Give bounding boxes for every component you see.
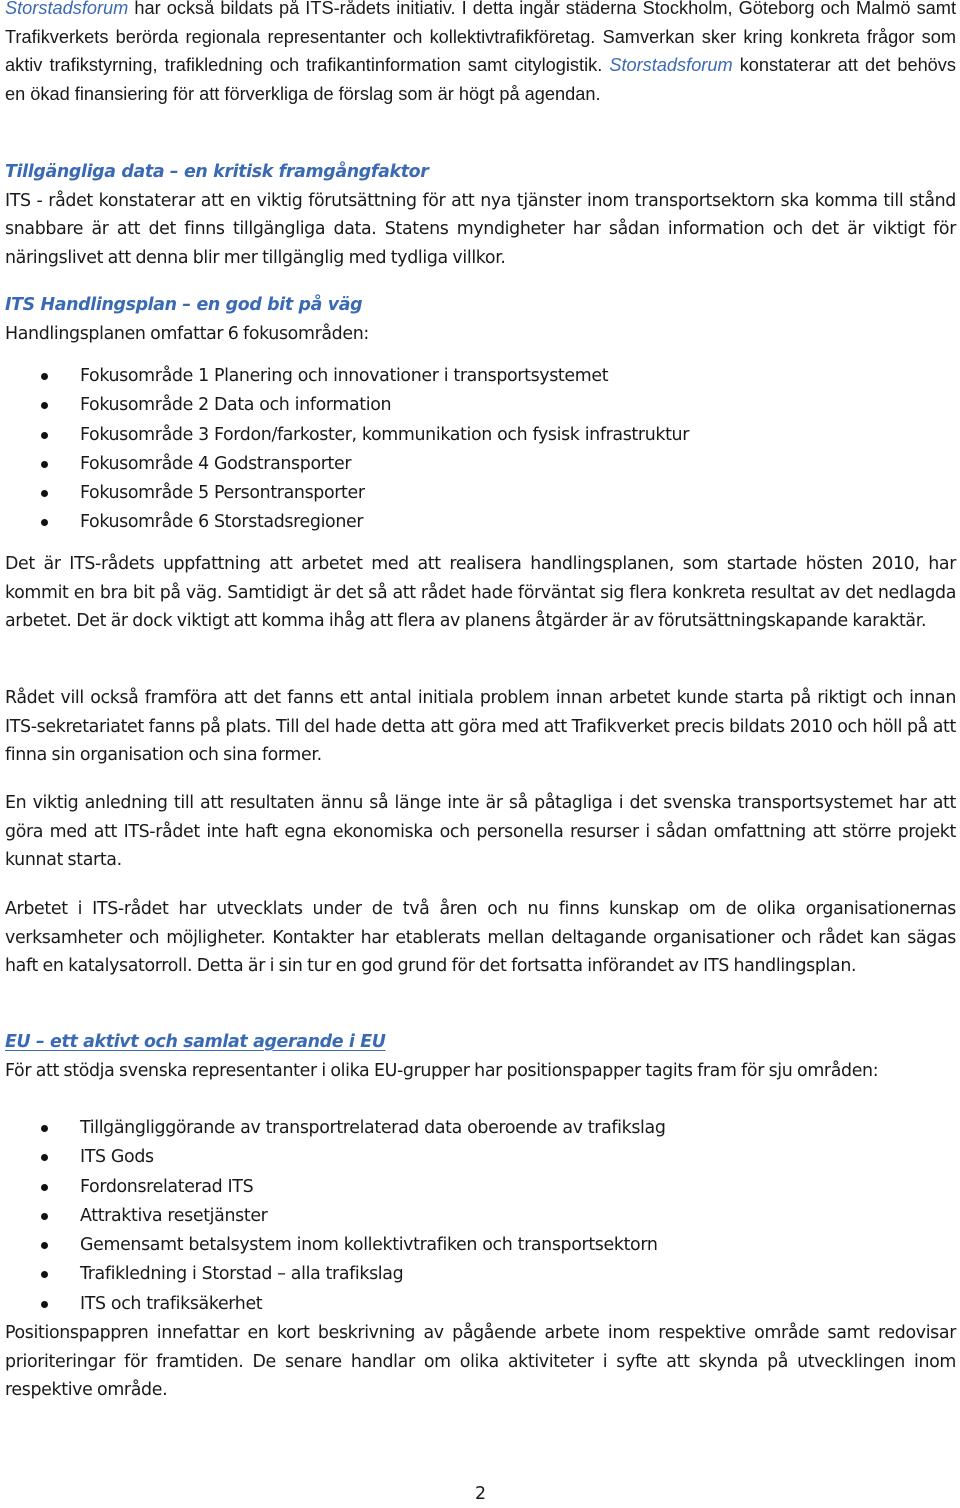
- storstadsforum-term: Storstadsforum: [5, 0, 129, 18]
- eu-topic-list: [5, 1114, 956, 1319]
- bullet-icon: [41, 461, 48, 468]
- focus-area-list: [5, 362, 956, 538]
- plan-paragraph-3: En viktig anledning till att resultaten ännu så länge inte är så påtagliga i det svenska transportsystemet har att göra med att ITS-rådet inte haft egna ekonomiska och personella resurser i sådan omfattning att större projekt kunnat starta.: [5, 793, 956, 870]
- page-number: 2: [474, 1484, 487, 1504]
- list-item: Fordonsrelaterad ITS: [5, 1173, 956, 1202]
- list-item: Fokusområde 2 Data och information: [5, 391, 956, 420]
- plan-paragraph-2: Rådet vill också framföra att det fanns ett antal initiala problem innan arbetet kunde starta på riktigt och innan ITS-sekretariatet fanns på plats. Till del hade detta att göra med att Trafikverket precis bildats 2010 och höll på att finna sin organisation och sina former.: [5, 688, 956, 765]
- list-item: ITS Gods: [5, 1143, 956, 1172]
- storstadsforum-term-2: Storstadsforum: [609, 55, 733, 76]
- list-item: Fokusområde 5 Persontransporter: [5, 479, 956, 508]
- bullet-icon: [41, 1301, 48, 1308]
- section-data: [5, 158, 956, 272]
- section-plan-heading: ITS Handlingsplan – en god bit på väg: [5, 295, 363, 315]
- section-data-text: ITS - rådet konstaterar att en viktig förutsättning för att nya tjänster inom transportsektorn ska komma till stånd snabbare är att det finns tillgängliga data. Statens myndigheter har sådan information och det är viktigt för näringslivet att denna blir mer tillgänglig med tydliga villkor.: [5, 190, 956, 268]
- bullet-icon: [41, 1125, 48, 1132]
- bullet-icon: [41, 373, 48, 380]
- bullet-icon: [41, 432, 48, 439]
- section-eu-heading: EU – ett aktivt och samlat agerande i EU: [5, 1032, 386, 1052]
- document-page: [5, 0, 956, 1508]
- list-item: Fokusområde 1 Planering och innovationer i transportsystemet: [5, 362, 956, 391]
- bullet-icon: [41, 1154, 48, 1161]
- plan-paragraph-4: Arbetet i ITS-rådet har utvecklats under de två åren och nu finns kunskap om de olika organisationernas verksamheter och möjligheter. Kontakter har etablerats mellan deltagande organisationer och rådet kan sägas haft en katalysatorroll. Detta är i sin tur en god grund för det fortsatta införandet av ITS handlingsplan.: [5, 899, 956, 976]
- list-item: Fokusområde 6 Storstadsregioner: [5, 508, 956, 537]
- bullet-icon: [41, 1242, 48, 1249]
- bullet-icon: [41, 490, 48, 497]
- eu-closing-paragraph: Positionspappren innefattar en kort beskrivning av pågående arbete inom respektive område samt redovisar prioriteringar för framtiden. De senare handlar om olika aktiviteter i syfte att skynda på utvecklingen inom respektive område.: [5, 1323, 956, 1400]
- list-item: Tillgängliggörande av transportrelaterad data oberoende av trafikslag: [5, 1114, 956, 1143]
- section-eu: [5, 1028, 956, 1085]
- section-plan-lead: Handlingsplanen omfattar 6 fokusområden:: [5, 323, 369, 344]
- intro-text-2: konstaterar att det behövs en ökad finansiering för att förverkliga de förslag som är högt på agendan.: [5, 55, 956, 104]
- list-item: Gemensamt betalsystem inom kollektivtrafiken och transportsektorn: [5, 1231, 956, 1260]
- bullet-icon: [41, 1213, 48, 1220]
- bullet-icon: [41, 402, 48, 409]
- bullet-icon: [41, 1184, 48, 1191]
- list-item: Fokusområde 4 Godstransporter: [5, 450, 956, 479]
- bullet-icon: [41, 1271, 48, 1278]
- section-eu-lead: För att stödja svenska representanter i olika EU-grupper har positionspapper tagits fram för sju områden:: [5, 1060, 879, 1081]
- section-data-heading: Tillgängliga data – en kritisk framgångfaktor: [5, 162, 429, 182]
- intro-text: har också bildats på ITS-rådets initiativ. I detta ingår städerna Stockholm, Göteborg och Malmö samt Trafikverkets berörda regionala representanter och kollektivtrafikföretag. Samverkan sker kring konkreta frågor som aktiv trafikstyrning, trafikledning och trafikantinformation samt citylogistik.: [5, 0, 956, 76]
- plan-paragraph-1: Det är ITS-rådets uppfattning att arbetet med att realisera handlingsplanen, som startade hösten 2010, har kommit en bra bit på väg. Samtidigt är det så att rådet hade förväntat sig flera konkreta resultat av det nedlagda arbetet. Det är dock viktigt att komma ihåg att flera av planens åtgärder är av förutsättningskapande karaktär.: [5, 554, 956, 631]
- list-item: Fokusområde 3 Fordon/farkoster, kommunikation och fysisk infrastruktur: [5, 421, 956, 450]
- section-plan: [5, 291, 956, 348]
- bullet-icon: [41, 519, 48, 526]
- list-item: ITS och trafiksäkerhet: [5, 1290, 956, 1319]
- intro-paragraph: [5, 0, 956, 108]
- list-item: Trafikledning i Storstad – alla trafikslag: [5, 1260, 956, 1289]
- list-item: Attraktiva resetjänster: [5, 1202, 956, 1231]
